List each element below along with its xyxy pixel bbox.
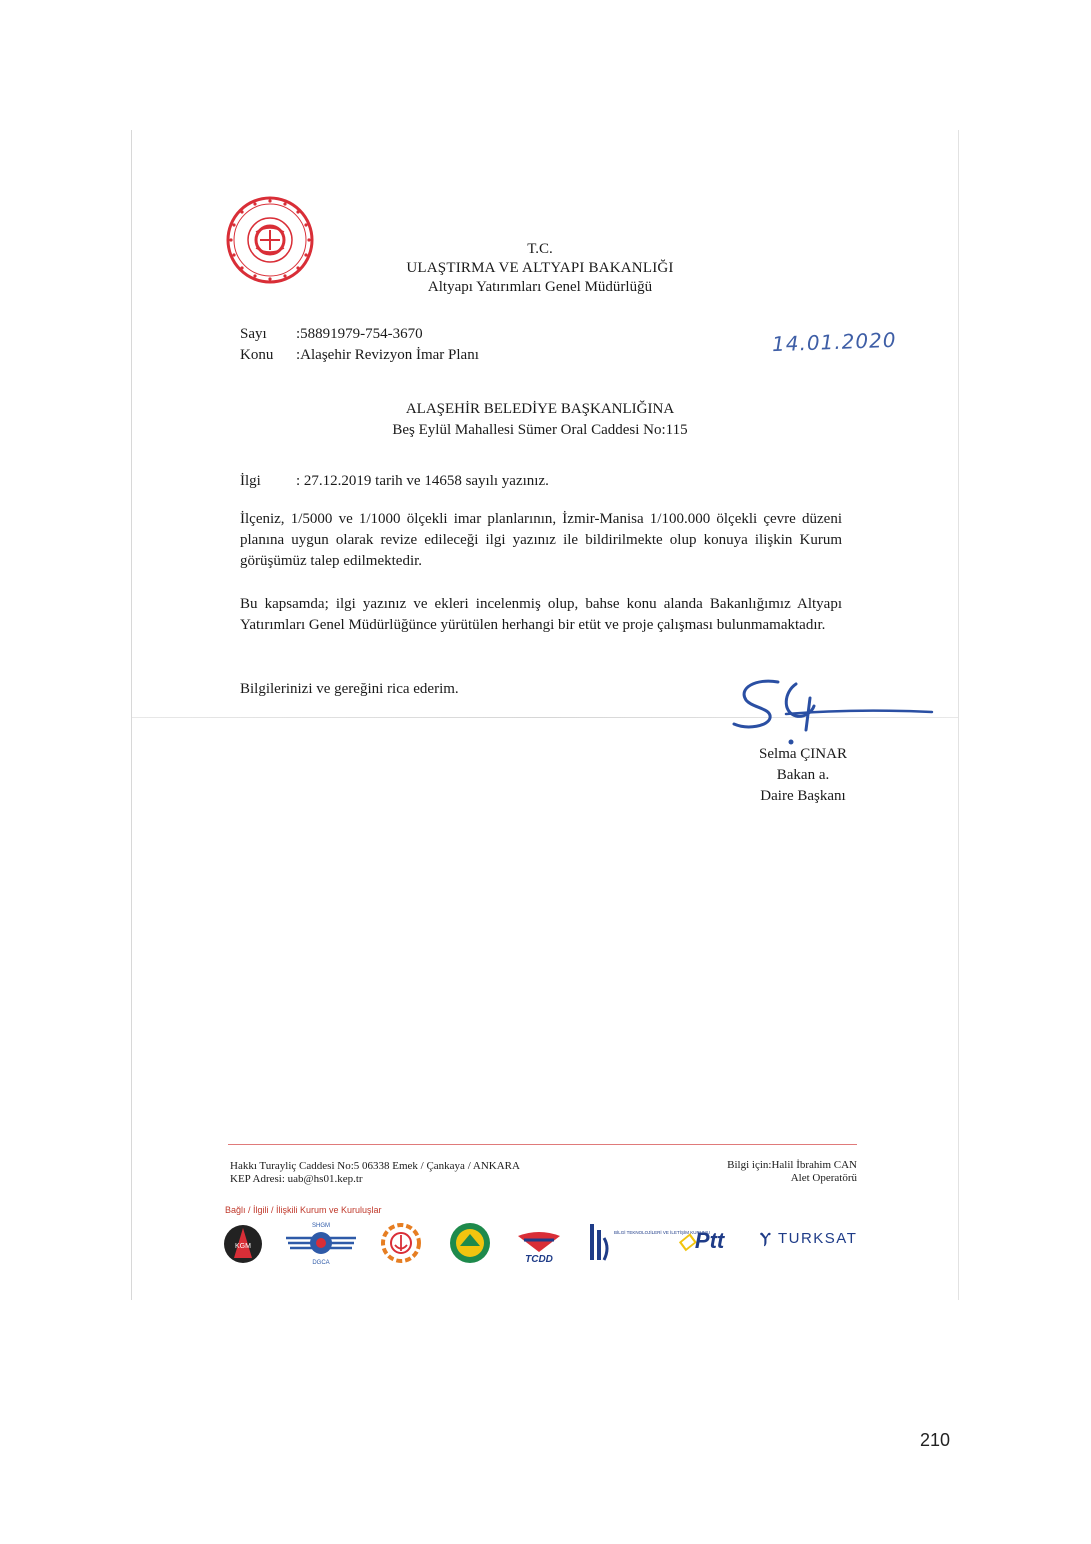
recipient-address: Beş Eylül Mahallesi Sümer Oral Caddesi No:115 bbox=[392, 422, 688, 438]
body-paragraph-2: Bu kapsamda; ilgi yazınız ve ekleri incelenmiş olup, bahse konu alanda Bakanlığımız Altyapı Yatırımları Genel Müdürlüğünce yürütülen herhangi bir etüt ve proje çalışması bulunmamaktadır. bbox=[240, 596, 842, 633]
footer-address: Hakkı Turayliç Caddesi No:5 06338 Emek / Çankaya / ANKARA bbox=[230, 1160, 520, 1172]
scan-edge-left bbox=[131, 130, 132, 1300]
signature-icon bbox=[726, 672, 936, 752]
green-seal-logo-icon bbox=[448, 1218, 492, 1266]
kgm-logo-text: KGM bbox=[235, 1243, 251, 1250]
turksat-logo-text: TURKSAT bbox=[777, 1230, 858, 1247]
tcdd-logo-icon bbox=[514, 1218, 564, 1266]
scan-edge-right bbox=[958, 130, 959, 1300]
footer-kep: KEP Adresi: uab@hs01.kep.tr bbox=[230, 1173, 363, 1185]
letterhead-tc: T.C. bbox=[527, 241, 553, 257]
konu-label: Konu bbox=[240, 347, 274, 363]
shgm-logo-bottom-text: DGCA bbox=[312, 1260, 330, 1266]
footer-orgs-title: Bağlı / İlgili / İlişkili Kurum ve Kuruluşlar bbox=[225, 1205, 382, 1215]
recipient-name: ALAŞEHİR BELEDİYE BAŞKANLIĞINA bbox=[405, 401, 675, 417]
footer-divider bbox=[228, 1144, 857, 1145]
letterhead-department: Altyapı Yatırımları Genel Müdürlüğü bbox=[427, 279, 653, 295]
sayi-value: :58891979-754-3670 bbox=[296, 326, 423, 342]
turksat-logo-icon: Ⲩ bbox=[760, 1230, 773, 1247]
letterhead-ministry: ULAŞTIRMA VE ALTYAPI BAKANLIĞI bbox=[406, 260, 674, 276]
kgm-logo-icon bbox=[222, 1218, 264, 1266]
ptt-logo-text: Ptt bbox=[694, 1228, 725, 1253]
footer-info-block bbox=[660, 1159, 857, 1185]
recipient bbox=[330, 399, 750, 441]
document-meta bbox=[240, 324, 479, 366]
body-paragraph-1: İlçeniz, 1/5000 ve 1/1000 ölçekli imar planlarının, İzmir-Manisa 1/100.000 ölçekli çevre düzeni planına uygun olarak revize edileceği ilgi yazınız ile bildirilmekte olup konuya ilişkin Kurum görüşümüz talep edilmektedir. bbox=[240, 511, 842, 569]
signer-role-1: Bakan a. bbox=[776, 767, 830, 783]
coastal-safety-logo-icon bbox=[378, 1218, 424, 1266]
ptt-logo bbox=[678, 1228, 744, 1256]
organization-logos bbox=[222, 1218, 862, 1266]
sayi-label: Sayı bbox=[240, 326, 267, 342]
footer-info-contact: Bilgi için:Halil İbrahim CAN bbox=[727, 1159, 857, 1171]
handwritten-date: 14.01.2020 bbox=[771, 327, 897, 357]
konu-row bbox=[240, 345, 479, 366]
page-number: 210 bbox=[920, 1430, 951, 1450]
footer-info-role: Alet Operatörü bbox=[790, 1172, 857, 1184]
signer-name: Selma ÇINAR bbox=[759, 746, 847, 762]
konu-value: :Alaşehir Revizyon İmar Planı bbox=[296, 347, 479, 363]
turksat-logo bbox=[760, 1230, 862, 1254]
sayi-row bbox=[240, 324, 479, 345]
ptt-logo-icon: ◇ bbox=[678, 1228, 695, 1253]
signer-block bbox=[740, 744, 866, 807]
ilgi-row bbox=[240, 471, 549, 492]
shgm-logo-top-text: SHGM bbox=[312, 1223, 330, 1229]
tcdd-logo-text: TCDD bbox=[525, 1254, 553, 1265]
shgm-logo-icon bbox=[284, 1218, 358, 1266]
letterhead bbox=[360, 240, 720, 297]
ilgi-label: İlgi bbox=[240, 473, 261, 489]
footer-address-block bbox=[230, 1160, 520, 1186]
ministry-seal-icon bbox=[226, 196, 314, 284]
ilgi-value: : 27.12.2019 tarih ve 14658 sayılı yazınız. bbox=[296, 473, 549, 489]
signer-role-2: Daire Başkanı bbox=[760, 788, 846, 804]
btk-logo-text: BİLGİ TEKNOLOJİLERİ VE İLETİŞİM KURUMU bbox=[614, 1230, 710, 1235]
body-paragraph-3: Bilgilerinizi ve gereğini rica ederim. bbox=[240, 681, 459, 697]
